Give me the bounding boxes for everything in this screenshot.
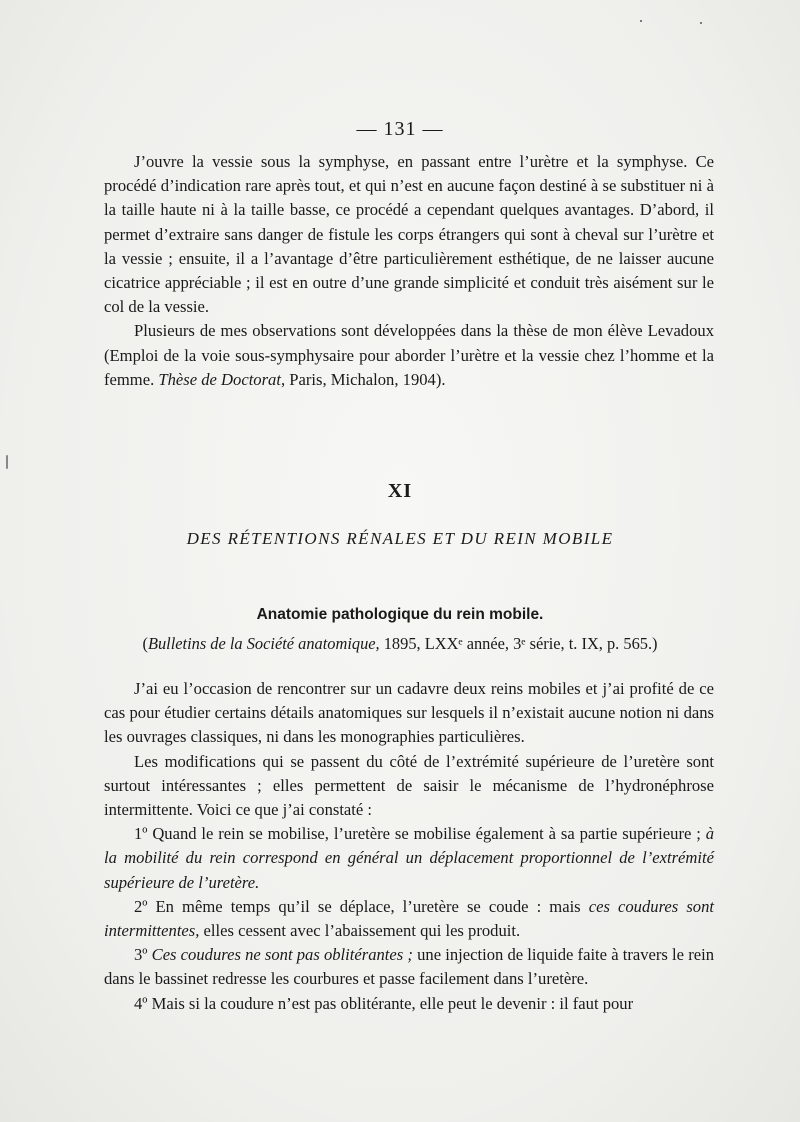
point-2-end: elles cessent avec l’abaissement qui les produit. bbox=[199, 921, 521, 941]
body-paragraph-6: 4º Mais si la coudure n’est pas oblitérante, elle peut le devenir : il faut pour bbox=[134, 993, 634, 1013]
intro-paragraph-2 bbox=[104, 319, 714, 392]
body-paragraph-3 bbox=[104, 822, 714, 895]
body-paragraph-2: Les modifications qui se passent du côté de l’extrémité supérieure de l’uretère sont surtout intéressantes ; elles permettent de saisir le mécanisme de l’hydronéphrose intermittente. Voici ce que j’ai constaté : bbox=[104, 751, 714, 820]
body-paragraph-5 bbox=[104, 943, 714, 991]
scan-speck bbox=[640, 20, 642, 22]
thesis-title-italic: Thèse de Doctorat, bbox=[158, 369, 286, 389]
point-3-text: une injection de liquide faite à travers le rein dans le bassinet redresse les courbures et passe facilement dans l’uretère. bbox=[104, 945, 714, 989]
body-paragraph-4 bbox=[104, 895, 714, 943]
point-1-text: 1º Quand le rein se mobilise, l’uretère se mobilise également à sa partie supérieure ; bbox=[134, 824, 706, 844]
reference-details: 1895, LXXᵉ année, 3ᵉ série, t. IX, p. 565.) bbox=[379, 634, 658, 653]
point-3-italic: Ces coudures ne sont pas oblitérantes ; bbox=[151, 945, 413, 965]
section-reference bbox=[0, 634, 800, 654]
scan-speck bbox=[700, 22, 702, 24]
reference-open-paren: ( bbox=[142, 634, 148, 653]
intro-paragraph-1: J’ouvre la vessie sous la symphyse, en passant entre l’urètre et la symphyse. Ce procédé d’indication rare après tout, et qui n’est en aucune façon destiné à se substituer ni à la taille haute ni à la taille basse, ce procédé a cependant quelques avantages. D’abord, il permet d’extraire sans danger de fistule les corps étrangers qui sont à cheval sur l’urètre et la vessie ; ensuite, il a l’avantage d’être particulièrement esthétique, de ne laisser aucune cicatrice appréciable ; il est en outre d’une grande simplicité et conduit très aisément sur le col de la vessie. bbox=[104, 152, 714, 317]
section-title: Anatomie pathologique du rein mobile. bbox=[256, 606, 544, 623]
body-paragraph-1: J’ai eu l’occasion de rencontrer sur un cadavre deux reins mobiles et j’ai profité de ce cas pour étudier certains détails anatomiques sur lesquels il n’existait aucune notion ni dans les ouvrages classiques, ni dans les monographies particulières. bbox=[104, 679, 714, 747]
chapter-title: DES RÉTENTIONS RÉNALES ET DU REIN MOBILE bbox=[186, 529, 614, 548]
intro-text bbox=[104, 150, 714, 392]
chapter-number: XI bbox=[387, 480, 413, 502]
point-1-italic: à la mobilité du rein correspond en général un déplacement proportionnel de l’extrémité supérieure de l’uretère. bbox=[104, 824, 714, 892]
intro-paragraph-2-end: Paris, Michalon, 1904). bbox=[285, 369, 446, 389]
scan-mark bbox=[6, 455, 8, 469]
point-3-number: 3º bbox=[134, 945, 152, 965]
reference-journal-italic: Bulletins de la Société anatomique, bbox=[147, 634, 380, 653]
point-2-text: 2º En même temps qu’il se déplace, l’uretère se coude : mais bbox=[134, 896, 589, 916]
intro-paragraph-2-text: Plusieurs de mes observations sont développées dans la thèse de mon élève Levadoux (Emploi de la voie sous-symphysaire pour aborder l’urètre et la vessie chez l’homme et la femme. bbox=[104, 321, 714, 389]
point-2-italic: ces coudures sont intermittentes, bbox=[104, 896, 714, 941]
page-number: — 131 — bbox=[356, 118, 444, 140]
body-text bbox=[104, 677, 714, 1016]
